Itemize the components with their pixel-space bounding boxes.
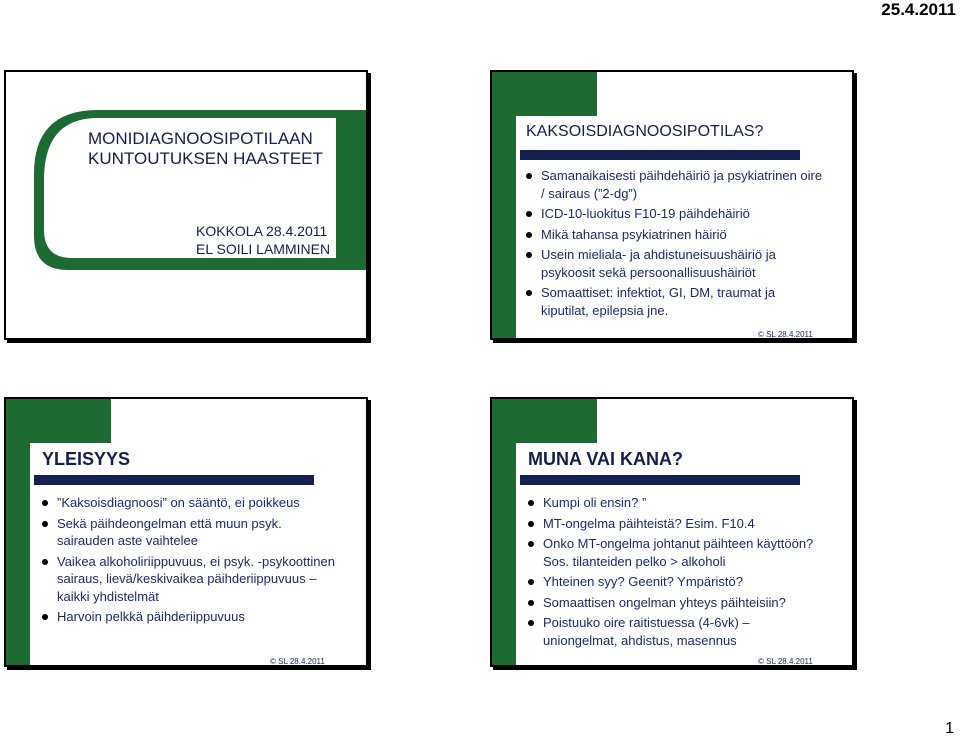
list-item: Vaikea alkoholiriippuvuus, ei psyk. -psykoottinen sairaus, lievä/keskivaikea päihderiippuvuus – kaikki yhdistelmät	[42, 553, 342, 606]
title-line-1: MONIDIAGNOOSIPOTILAAN	[88, 129, 313, 148]
corner-block	[492, 399, 597, 443]
title-underline	[34, 475, 314, 485]
list-item: ”Kaksoisdiagnoosi” on sääntö, ei poikkeus	[42, 494, 342, 512]
list-item: Sekä päihdeongelman että muun psyk. sairauden aste vaihtelee	[42, 515, 342, 550]
list-item: Harvoin pelkkä päihderiippuvuus	[42, 608, 342, 626]
slide-number: 2	[503, 324, 512, 340]
corner-block	[492, 72, 597, 116]
slide-title: MUNA VAI KANA?	[528, 449, 683, 469]
title-shape	[6, 72, 368, 340]
slide-title: KAKSOISDIAGNOOSIPOTILAS?	[526, 123, 764, 140]
slide-title: YLEISYYS	[42, 449, 131, 469]
slide-1-subtitle	[196, 222, 330, 258]
slide-footer: © SL 28.4.2011	[758, 657, 813, 666]
list-item: Onko MT-ongelma johtanut päihteen käyttöön? Sos. tilanteiden pelko > alkoholi	[528, 535, 818, 570]
page-number: 1	[945, 720, 954, 737]
title-line-2: KUNTOUTUKSEN HAASTEET	[88, 149, 323, 168]
slide-footer: © SL 28.4.2011	[758, 330, 813, 339]
slide-1-title	[88, 129, 323, 169]
bullet-list	[42, 494, 342, 629]
slide-footer: © SL 28.4.2011	[270, 657, 325, 666]
slide-3[interactable]	[4, 397, 368, 667]
list-item: Samanaikaisesti päihdehäiriö ja psykiatrinen oire / sairaus (”2-dg”)	[526, 167, 826, 202]
list-item: Mikä tahansa psykiatrinen häiriö	[526, 226, 826, 244]
list-item: Usein mieliala- ja ahdistuneisuushäiriö ja psykoosit sekä persoonallisuushäiriöt	[526, 246, 826, 281]
list-item: Somaattiset: infektiot, GI, DM, traumat ja kiputilat, epilepsia jne.	[526, 284, 826, 319]
subtitle-line-1: KOKKOLA 28.4.2011	[196, 223, 328, 239]
list-item: MT-ongelma päihteistä? Esim. F10.4	[528, 515, 818, 533]
slide-1[interactable]	[4, 70, 368, 340]
subtitle-line-2: EL SOILI LAMMINEN	[196, 241, 331, 257]
header-date: 25.4.2011	[881, 0, 956, 19]
slide-4[interactable]	[490, 397, 854, 667]
bullet-list	[528, 494, 818, 652]
slide-2[interactable]	[490, 70, 854, 340]
bullet-list	[526, 167, 826, 322]
list-item: Somaattisen ongelman yhteys päihteisiin?	[528, 594, 818, 612]
slide-number: 3	[16, 651, 25, 667]
title-underline	[520, 150, 800, 160]
corner-block	[6, 399, 111, 443]
title-underline	[520, 475, 800, 485]
slide-number: 4	[502, 651, 511, 667]
list-item: Yhteinen syy? Geenit? Ympäristö?	[528, 573, 818, 591]
list-item: Kumpi oli ensin? ”	[528, 494, 818, 512]
list-item: Poistuuko oire raitistuessa (4-6vk) – uniongelmat, ahdistus, masennus	[528, 614, 818, 649]
list-item: ICD-10-luokitus F10-19 päihdehäiriö	[526, 205, 826, 223]
